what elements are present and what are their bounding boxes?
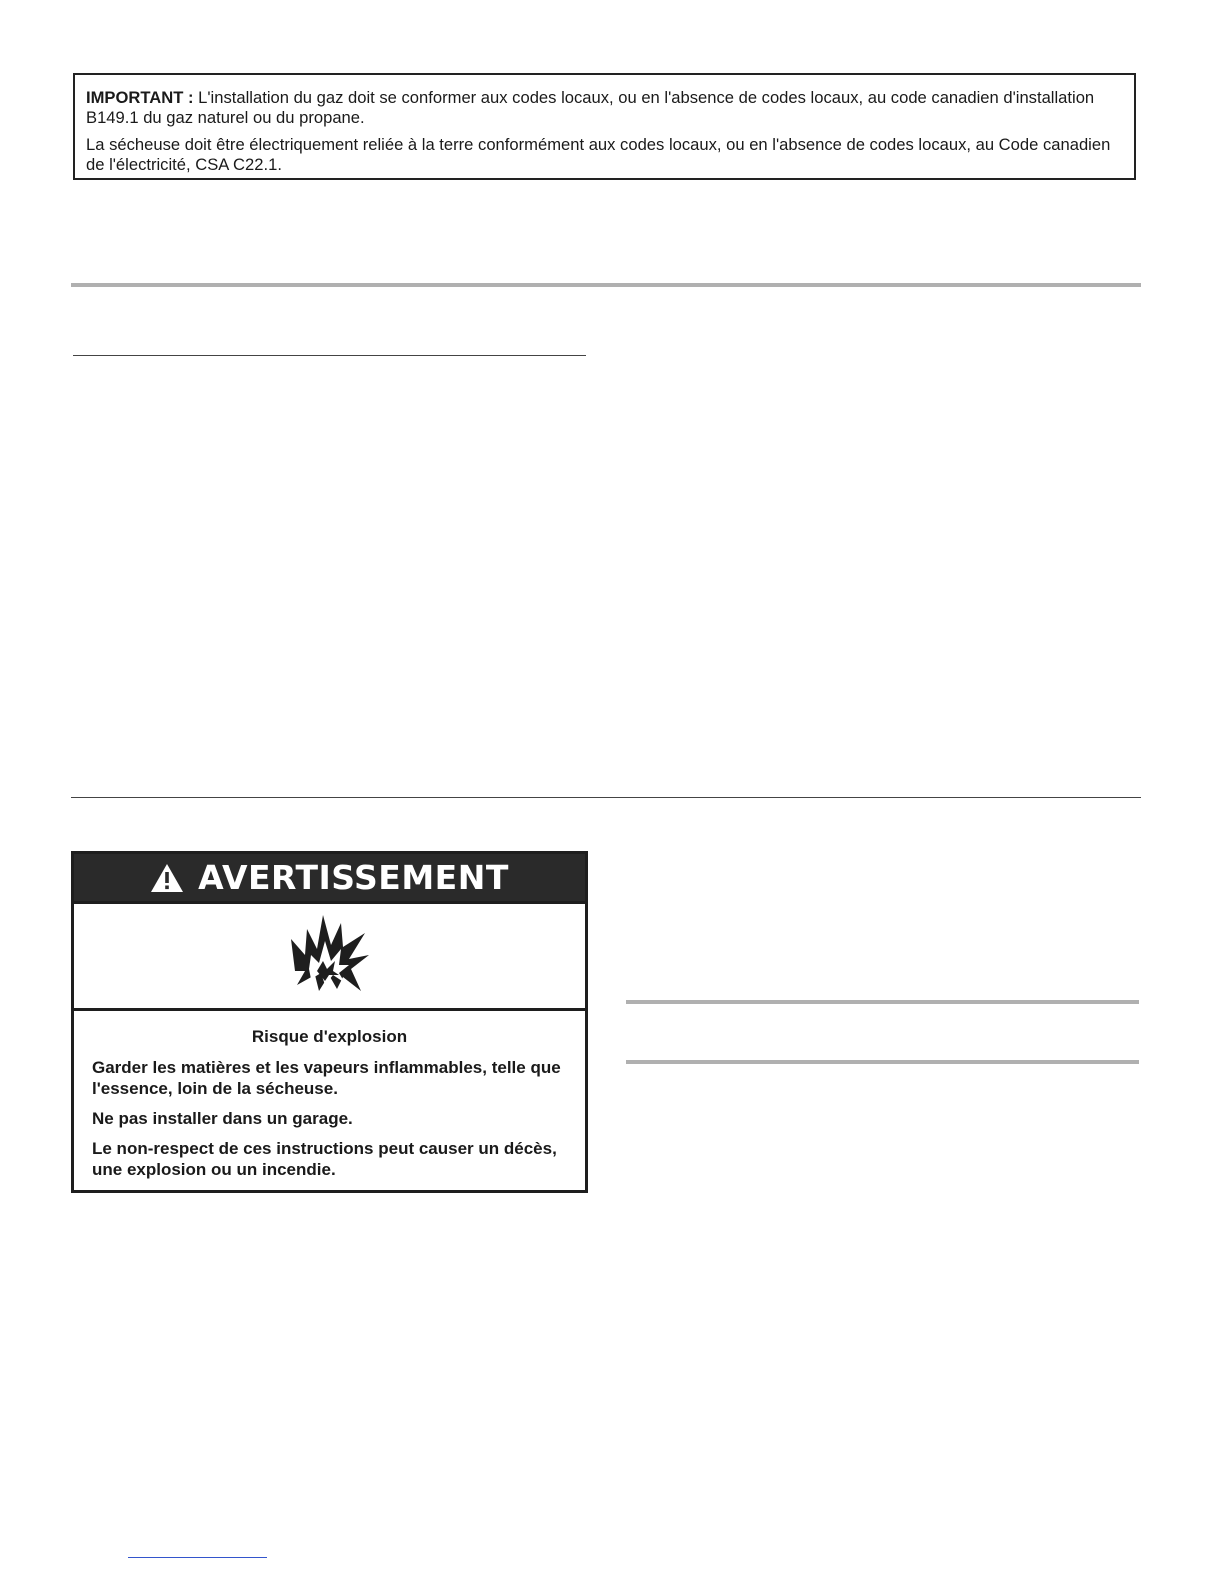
- right-column-rule-upper: [626, 1000, 1139, 1004]
- explosion-icon: [285, 911, 375, 998]
- warning-line-3: Le non-respect de ces instructions peut causer un décès, une explosion ou un incendie.: [92, 1139, 557, 1179]
- warning-line-1: Garder les matières et les vapeurs inflammables, telle que l'essence, loin de la sécheuse.: [92, 1058, 561, 1098]
- important-paragraph-1: [86, 88, 1122, 128]
- alert-triangle-icon: [150, 863, 184, 893]
- section-divider-middle: [71, 797, 1141, 798]
- important-paragraph-1-text: L'installation du gaz doit se conformer aux codes locaux, ou en l'absence de codes locaux, au code canadien d'installation B149.1 du gaz naturel ou du propane.: [86, 88, 1095, 127]
- left-column-rule: [73, 355, 586, 356]
- warning-line-2: Ne pas installer dans un garage.: [92, 1109, 353, 1128]
- warning-title: AVERTISSEMENT: [198, 858, 509, 897]
- section-divider-top: [71, 283, 1141, 287]
- warning-body: [74, 1011, 585, 1180]
- important-notice-box: [73, 73, 1136, 180]
- footer-link-underline: [128, 1557, 267, 1558]
- right-column-rule-lower: [626, 1060, 1139, 1064]
- important-paragraph-2: La sécheuse doit être électriquement reliée à la terre conformément aux codes locaux, ou en l'absence de codes locaux, au Code canadien de l'électricité, CSA C22.1.: [86, 135, 1111, 174]
- warning-image-row: [74, 901, 585, 1011]
- warning-image-top-border: [74, 901, 585, 904]
- warning-risk-heading: Risque d'explosion: [251, 1027, 408, 1046]
- warning-header: [74, 854, 585, 901]
- warning-box: [71, 851, 588, 1193]
- important-lead: IMPORTANT :: [86, 88, 194, 107]
